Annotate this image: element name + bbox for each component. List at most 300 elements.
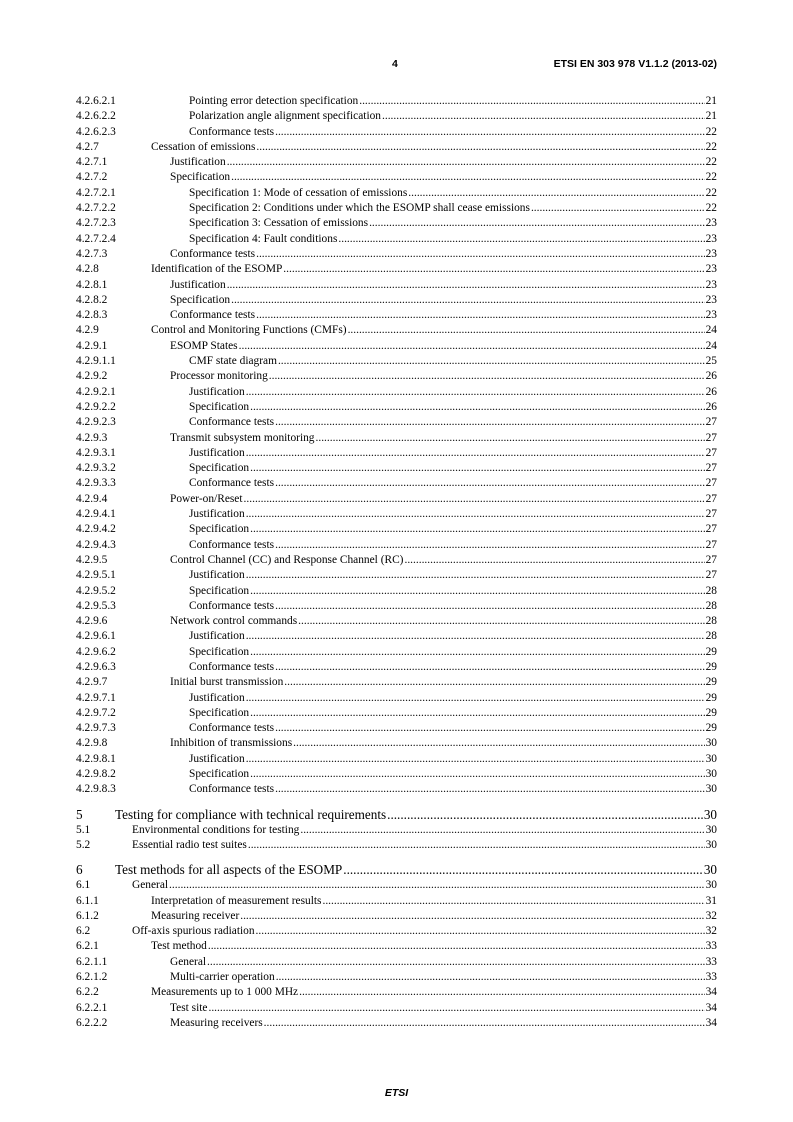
toc-entry-page: 22	[705, 186, 717, 199]
toc-entry-title: Interpretation of measurement results	[151, 894, 322, 907]
toc-entry-number: 6.2.2.2	[76, 1016, 108, 1029]
dot-leader	[275, 538, 705, 553]
dot-leader	[275, 721, 705, 736]
toc-entry-title: Measuring receiver	[151, 909, 240, 922]
toc-entry-number: 4.2.9.5	[76, 553, 108, 566]
toc-entry-number: 6.1	[76, 879, 91, 892]
toc-entry-page: 30	[703, 862, 717, 878]
dot-leader	[264, 1016, 705, 1031]
dot-leader	[298, 614, 704, 629]
toc-entry-title: Testing for compliance with technical requirements	[115, 806, 387, 822]
dot-leader	[275, 782, 705, 797]
toc-entry-number: 4.2.9.6.3	[76, 660, 116, 673]
toc-entry-page: 27	[705, 446, 717, 459]
toc-entry-title: Inhibition of transmissions	[170, 737, 293, 750]
toc-entry-number: 6.2.1.1	[76, 955, 108, 968]
toc-entry[interactable]	[76, 878, 717, 893]
toc-entry[interactable]	[76, 262, 717, 277]
toc-entry-number: 4.2.8.3	[76, 309, 108, 322]
toc-entry-number: 4.2.7.2.3	[76, 217, 116, 230]
dot-leader	[256, 924, 705, 939]
toc-entry-number: 4.2.9.2.3	[76, 416, 116, 429]
toc-entry-page: 22	[705, 156, 717, 169]
toc-entry-page: 28	[705, 615, 717, 628]
toc-entry-title: Processor monitoring	[170, 370, 268, 383]
toc-entry[interactable]	[76, 584, 717, 599]
dot-leader	[343, 861, 703, 878]
toc-entry-number: 6.2.2	[76, 986, 99, 999]
footer-publisher: ETSI	[384, 1087, 409, 1099]
toc-entry-title: Control Channel (CC) and Response Channel (RC)	[170, 553, 404, 566]
toc-entry-title: Justification	[189, 508, 245, 521]
toc-entry-page: 26	[705, 370, 717, 383]
toc-entry-title: Specification	[189, 523, 250, 536]
section-gap	[76, 798, 717, 806]
toc-entry-page: 34	[705, 986, 717, 999]
dot-leader	[246, 507, 705, 522]
toc-entry-page: 27	[705, 492, 717, 505]
toc-entry-title: Specification 3: Cessation of emissions	[189, 217, 369, 230]
dot-leader	[208, 939, 705, 954]
toc-entry-title: Justification	[189, 385, 245, 398]
toc-entry-number: 4.2.9.8.2	[76, 768, 116, 781]
toc-entry[interactable]	[76, 94, 717, 109]
dot-leader	[256, 308, 705, 323]
toc-entry[interactable]	[76, 1016, 717, 1031]
dot-leader	[246, 629, 705, 644]
toc-entry[interactable]	[76, 278, 717, 293]
dot-leader	[239, 339, 705, 354]
toc-entry[interactable]	[76, 861, 717, 878]
toc-entry-number: 4.2.6.2.1	[76, 95, 116, 107]
toc-entry-title: Measuring receivers	[170, 1016, 263, 1029]
toc-entry[interactable]	[76, 216, 717, 231]
dot-leader	[348, 323, 705, 338]
toc-entry[interactable]	[76, 400, 717, 415]
toc-entry-page: 23	[705, 232, 717, 245]
toc-entry[interactable]	[76, 553, 717, 568]
toc-entry-page: 27	[705, 538, 717, 551]
toc-entry-page: 30	[705, 737, 717, 750]
toc-entry-page: 30	[703, 806, 717, 822]
page-number: 4	[392, 58, 398, 70]
toc-entry-page: 29	[705, 706, 717, 719]
dot-leader	[275, 476, 705, 491]
toc-entry[interactable]	[76, 782, 717, 797]
toc-entry-number: 4.2.7.2	[76, 171, 108, 184]
toc-entry-number: 4.2.9.3	[76, 431, 108, 444]
toc-entry-page: 32	[705, 925, 717, 938]
toc-entry-title: Polarization angle alignment specification	[189, 110, 381, 123]
toc-entry-number: 4.2.9	[76, 324, 99, 337]
table-of-contents	[76, 94, 717, 1031]
dot-leader	[248, 838, 705, 853]
toc-entry-title: Conformance tests	[170, 309, 256, 322]
toc-entry-number: 6.1.2	[76, 909, 99, 922]
toc-entry-title: Transmit subsystem monitoring	[170, 431, 315, 444]
toc-entry-page: 22	[705, 171, 717, 184]
toc-entry-title: Pointing error detection specification	[189, 95, 359, 107]
toc-entry-number: 4.2.9.6.1	[76, 630, 116, 643]
toc-entry-number: 4.2.8.2	[76, 293, 108, 306]
toc-entry[interactable]	[76, 614, 717, 629]
toc-entry-page: 29	[705, 722, 717, 735]
toc-entry-page: 24	[705, 324, 717, 337]
toc-entry-title: Identification of the ESOMP	[151, 263, 283, 276]
toc-entry-title: Justification	[189, 569, 245, 582]
toc-entry-number: 4.2.9.7	[76, 676, 108, 689]
toc-entry-title: Specification	[170, 171, 231, 184]
dot-leader	[278, 354, 705, 369]
toc-entry[interactable]	[76, 909, 717, 924]
toc-entry-title: Test method	[151, 940, 207, 953]
dot-leader	[382, 109, 705, 124]
toc-entry-title: Specification 2: Conditions under which the ESOMP shall cease emissions	[189, 202, 530, 215]
dot-leader	[246, 446, 705, 461]
toc-entry[interactable]	[76, 476, 717, 491]
dot-leader	[275, 599, 705, 614]
dot-leader	[169, 878, 705, 893]
toc-entry-number: 4.2.9.1.1	[76, 355, 116, 368]
toc-entry-page: 33	[705, 971, 717, 984]
toc-entry-page: 30	[705, 768, 717, 781]
toc-entry[interactable]	[76, 838, 717, 853]
toc-entry-title: Specification	[189, 706, 250, 719]
toc-entry-number: 4.2.9.5.1	[76, 569, 116, 582]
toc-entry[interactable]	[76, 170, 717, 185]
toc-entry-title: Measurements up to 1 000 MHz	[151, 986, 299, 999]
toc-entry-title: Test site	[170, 1001, 208, 1014]
toc-entry[interactable]	[76, 415, 717, 430]
toc-entry[interactable]	[76, 247, 717, 262]
toc-entry[interactable]	[76, 894, 717, 909]
toc-entry-number: 4.2.9.2.2	[76, 400, 116, 413]
toc-entry-number: 5.1	[76, 823, 91, 836]
dot-leader	[284, 675, 704, 690]
dot-leader	[246, 752, 705, 767]
toc-entry-title: Conformance tests	[189, 416, 275, 429]
toc-entry-page: 24	[705, 339, 717, 352]
toc-entry-number: 4.2.7.3	[76, 247, 108, 260]
toc-entry-number: 4.2.9.5.3	[76, 599, 116, 612]
toc-entry-page: 22	[705, 202, 717, 215]
toc-entry-page: 27	[705, 553, 717, 566]
dot-leader	[256, 140, 704, 155]
toc-entry-title: Off-axis spurious radiation	[132, 925, 255, 938]
toc-entry-number: 4.2.9.8.1	[76, 752, 116, 765]
toc-entry-page: 34	[705, 1016, 717, 1029]
toc-entry-number: 5	[76, 806, 83, 822]
toc-entry[interactable]	[76, 232, 717, 247]
toc-entry[interactable]	[76, 431, 717, 446]
toc-entry-page: 22	[705, 125, 717, 138]
toc-entry-page: 28	[705, 630, 717, 643]
toc-entry[interactable]	[76, 924, 717, 939]
dot-leader	[250, 584, 705, 599]
toc-entry-page: 22	[705, 140, 717, 153]
document-identifier: ETSI EN 303 978 V1.1.2 (2013-02)	[553, 58, 717, 70]
toc-entry-title: Conformance tests	[189, 477, 275, 490]
dot-leader	[246, 568, 705, 583]
toc-entry-number: 4.2.9.8	[76, 737, 108, 750]
toc-entry-number: 4.2.9.6.2	[76, 645, 116, 658]
toc-entry-title: Specification	[189, 400, 250, 413]
toc-entry-title: Conformance tests	[189, 660, 275, 673]
toc-entry[interactable]	[76, 823, 717, 838]
toc-entry-title: Specification	[189, 462, 250, 475]
dot-leader	[293, 736, 704, 751]
toc-entry-page: 33	[705, 955, 717, 968]
toc-entry[interactable]	[76, 522, 717, 537]
toc-entry[interactable]	[76, 155, 717, 170]
dot-leader	[275, 660, 705, 675]
toc-entry-number: 6.1.1	[76, 894, 99, 907]
toc-entry-title: Conformance tests	[189, 125, 275, 138]
section-gap	[76, 853, 717, 861]
toc-entry-title: Specification	[189, 645, 250, 658]
toc-entry[interactable]	[76, 721, 717, 736]
toc-entry-title: Specification	[170, 293, 231, 306]
toc-entry[interactable]	[76, 736, 717, 751]
dot-leader	[531, 201, 705, 216]
toc-entry-title: Specification	[189, 584, 250, 597]
toc-entry-page: 30	[705, 783, 717, 796]
toc-entry-page: 23	[705, 309, 717, 322]
dot-leader	[250, 400, 705, 415]
dot-leader	[250, 706, 705, 721]
toc-entry-number: 4.2.7.2.1	[76, 186, 116, 199]
toc-entry-title: Conformance tests	[189, 783, 275, 796]
toc-entry-number: 6	[76, 862, 83, 878]
toc-entry-title: ESOMP States	[170, 339, 238, 352]
dot-leader	[250, 645, 705, 660]
dot-leader	[246, 385, 705, 400]
toc-entry-title: Justification	[170, 156, 226, 169]
toc-entry-title: Initial burst transmission	[170, 676, 284, 689]
toc-entry[interactable]	[76, 645, 717, 660]
toc-entry-page: 27	[705, 477, 717, 490]
toc-entry[interactable]	[76, 706, 717, 721]
toc-entry-number: 4.2.9.2.1	[76, 385, 116, 398]
toc-entry-page: 27	[705, 416, 717, 429]
toc-entry-page: 29	[705, 660, 717, 673]
toc-entry[interactable]	[76, 1001, 717, 1016]
dot-leader	[408, 186, 704, 201]
dot-leader	[250, 522, 705, 537]
dot-leader	[322, 894, 704, 909]
toc-entry-page: 30	[705, 752, 717, 765]
dot-leader	[227, 278, 705, 293]
dot-leader	[208, 1001, 704, 1016]
toc-entry[interactable]	[76, 599, 717, 614]
toc-entry-page: 23	[705, 278, 717, 291]
toc-entry-page: 25	[705, 355, 717, 368]
toc-entry-page: 30	[705, 823, 717, 836]
toc-entry-title: Control and Monitoring Functions (CMFs)	[151, 324, 347, 337]
toc-entry[interactable]	[76, 461, 717, 476]
toc-entry-page: 34	[705, 1001, 717, 1014]
toc-entry-number: 4.2.7	[76, 140, 99, 153]
toc-entry-page: 27	[705, 569, 717, 582]
toc-entry-page: 23	[705, 247, 717, 260]
toc-entry-title: Cessation of emissions	[151, 140, 256, 153]
toc-entry-number: 6.2.1	[76, 940, 99, 953]
dot-leader	[387, 806, 703, 823]
toc-entry-page: 27	[705, 508, 717, 521]
dot-leader	[299, 985, 705, 1000]
toc-entry-title: Multi-carrier operation	[170, 971, 275, 984]
toc-entry-page: 23	[705, 293, 717, 306]
dot-leader	[338, 232, 704, 247]
toc-entry-number: 4.2.9.3.1	[76, 446, 116, 459]
toc-entry-page: 28	[705, 584, 717, 597]
toc-entry-title: Specification	[189, 768, 250, 781]
dot-leader	[231, 170, 705, 185]
toc-entry-number: 6.2.2.1	[76, 1001, 108, 1014]
toc-entry-page: 30	[705, 838, 717, 851]
toc-entry[interactable]	[76, 806, 717, 823]
toc-entry[interactable]	[76, 446, 717, 461]
toc-entry[interactable]	[76, 369, 717, 384]
toc-entry-title: CMF state diagram	[189, 355, 277, 368]
toc-entry-number: 4.2.6.2.3	[76, 125, 116, 138]
toc-entry-title: Conformance tests	[189, 599, 275, 612]
toc-entry-title: Justification	[189, 630, 245, 643]
toc-entry-number: 4.2.9.8.3	[76, 783, 116, 796]
toc-entry[interactable]	[76, 767, 717, 782]
toc-entry[interactable]	[76, 339, 717, 354]
toc-entry[interactable]	[76, 293, 717, 308]
toc-entry[interactable]	[76, 140, 717, 155]
toc-entry-number: 5.2	[76, 838, 91, 851]
dot-leader	[404, 553, 704, 568]
toc-entry[interactable]	[76, 675, 717, 690]
toc-entry-title: Specification 4: Fault conditions	[189, 232, 338, 245]
toc-entry[interactable]	[76, 568, 717, 583]
toc-entry[interactable]	[76, 629, 717, 644]
toc-entry[interactable]	[76, 308, 717, 323]
toc-entry[interactable]	[76, 492, 717, 507]
toc-entry-page: 29	[705, 645, 717, 658]
toc-entry-title: Conformance tests	[189, 722, 275, 735]
toc-entry-number: 4.2.7.2.4	[76, 232, 116, 245]
dot-leader	[240, 909, 704, 924]
toc-entry-page: 21	[705, 95, 717, 107]
dot-leader	[250, 461, 705, 476]
toc-entry-page: 29	[705, 676, 717, 689]
toc-entry-page: 27	[705, 462, 717, 475]
dot-leader	[246, 691, 705, 706]
toc-entry[interactable]	[76, 186, 717, 201]
toc-entry-title: Power-on/Reset	[170, 492, 243, 505]
toc-entry[interactable]	[76, 538, 717, 553]
toc-entry-page: 21	[705, 110, 717, 123]
toc-entry-title: Test methods for all aspects of the ESOMP	[115, 862, 343, 878]
toc-entry-number: 4.2.7.2.2	[76, 202, 116, 215]
toc-entry-page: 30	[705, 879, 717, 892]
dot-leader	[300, 823, 704, 838]
dot-leader	[359, 94, 704, 109]
toc-entry[interactable]	[76, 201, 717, 216]
toc-entry-page: 29	[705, 691, 717, 704]
dot-leader	[207, 955, 705, 970]
toc-entry-number: 6.2	[76, 925, 91, 938]
dot-leader	[316, 431, 705, 446]
toc-entry[interactable]	[76, 125, 717, 140]
toc-entry[interactable]	[76, 507, 717, 522]
toc-entry-title: Justification	[189, 691, 245, 704]
toc-entry-title: General	[132, 879, 169, 892]
toc-entry-page: 26	[705, 385, 717, 398]
toc-entry[interactable]	[76, 970, 717, 985]
toc-entry[interactable]	[76, 660, 717, 675]
toc-entry-number: 4.2.9.6	[76, 615, 108, 628]
toc-entry-page: 28	[705, 599, 717, 612]
dot-leader	[275, 415, 705, 430]
toc-entry-title: General	[170, 955, 207, 968]
toc-entry[interactable]	[76, 691, 717, 706]
toc-entry-title: Justification	[170, 278, 226, 291]
toc-entry-number: 4.2.9.3.2	[76, 462, 116, 475]
dot-leader	[275, 125, 705, 140]
toc-entry-number: 4.2.9.3.3	[76, 477, 116, 490]
toc-entry-title: Network control commands	[170, 615, 298, 628]
toc-entry-title: Justification	[189, 752, 245, 765]
toc-entry-number: 4.2.9.7.1	[76, 691, 116, 704]
toc-entry-title: Conformance tests	[189, 538, 275, 551]
toc-entry-page: 23	[705, 263, 717, 276]
toc-entry-number: 4.2.9.7.3	[76, 722, 116, 735]
toc-entry[interactable]	[76, 939, 717, 954]
toc-entry-number: 4.2.9.4	[76, 492, 108, 505]
dot-leader	[276, 970, 705, 985]
toc-entry-number: 4.2.8.1	[76, 278, 108, 291]
toc-entry-number: 4.2.9.4.1	[76, 508, 116, 521]
toc-entry[interactable]	[76, 109, 717, 124]
dot-leader	[231, 293, 705, 308]
toc-entry-title: Justification	[189, 446, 245, 459]
toc-entry-page: 23	[705, 217, 717, 230]
dot-leader	[256, 247, 705, 262]
toc-entry[interactable]	[76, 985, 717, 1000]
toc-entry-title: Environmental conditions for testing	[132, 823, 300, 836]
dot-leader	[227, 155, 705, 170]
toc-entry-number: 4.2.9.1	[76, 339, 108, 352]
toc-entry-number: 4.2.6.2.2	[76, 110, 116, 123]
toc-entry[interactable]	[76, 323, 717, 338]
toc-entry-number: 4.2.9.4.3	[76, 538, 116, 551]
toc-entry-page: 31	[705, 894, 717, 907]
toc-entry[interactable]	[76, 354, 717, 369]
toc-entry-page: 33	[705, 940, 717, 953]
toc-entry-page: 27	[705, 431, 717, 444]
toc-entry[interactable]	[76, 752, 717, 767]
dot-leader	[244, 492, 705, 507]
dot-leader	[283, 262, 704, 277]
toc-entry-number: 4.2.8	[76, 263, 99, 276]
toc-entry[interactable]	[76, 955, 717, 970]
dot-leader	[269, 369, 705, 384]
toc-entry-title: Essential radio test suites	[132, 838, 247, 851]
toc-entry-number: 4.2.9.2	[76, 370, 108, 383]
toc-entry[interactable]	[76, 385, 717, 400]
toc-entry-page: 27	[705, 523, 717, 536]
dot-leader	[250, 767, 705, 782]
toc-entry-number: 6.2.1.2	[76, 971, 108, 984]
toc-entry-page: 26	[705, 400, 717, 413]
toc-entry-number: 4.2.9.7.2	[76, 706, 116, 719]
toc-entry-number: 4.2.9.4.2	[76, 523, 116, 536]
